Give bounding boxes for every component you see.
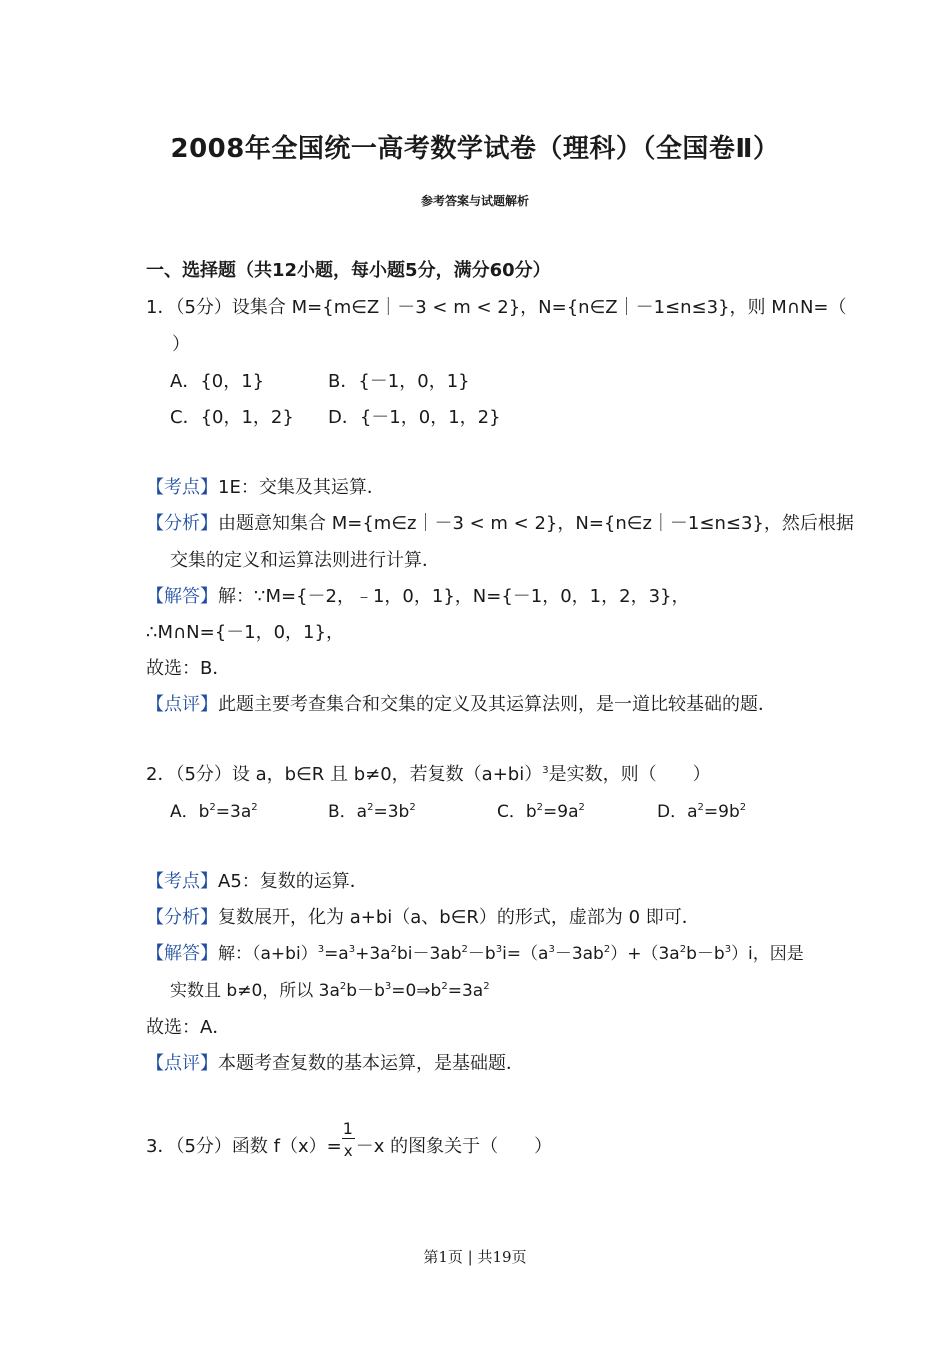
q2-kaodian — [146, 867, 368, 893]
q2-jieda-part: +3a — [355, 944, 391, 964]
q2-jieda — [146, 939, 804, 965]
q2-dianping — [146, 1049, 524, 1075]
opt-sup: 2 — [367, 802, 374, 813]
opt-text: D．a — [657, 802, 698, 822]
q2-jieda-cont-part: =0⇒b — [391, 981, 442, 1001]
sup: 3 — [495, 944, 503, 955]
q2-stem-sup: 3 — [542, 765, 549, 776]
sup: 3 — [317, 944, 325, 955]
q2-stem-a: 2．（5分）设 a，b∈R 且 b≠0，若复数（a+bi） — [146, 764, 543, 785]
q2-jieda-part: =a — [324, 944, 349, 964]
jieda-tag: 【解答】 — [146, 586, 218, 607]
q1-jieda-cont: ∴M∩N={－1，0，1}， — [146, 622, 344, 643]
q2-jieda-part: b－b — [686, 944, 725, 964]
opt-text: A．b — [170, 802, 210, 822]
q2-fenxi — [146, 903, 700, 929]
fraction-1-over-x — [342, 1119, 356, 1160]
opt-sup: 2 — [578, 802, 585, 813]
sup: 2 — [679, 944, 687, 955]
opt-text: B．a — [328, 802, 368, 822]
q2-stem-b: 是实数，则（ ） — [548, 764, 711, 785]
q2-jieda-cont-part: b－b — [346, 981, 385, 1001]
q2-jieda-part: ）+（3a — [610, 944, 680, 964]
q1-kaodian-text: 1E：交集及其运算． — [218, 477, 385, 498]
q1-fenxi — [146, 509, 854, 535]
sup: 3 — [548, 944, 555, 955]
opt-sup: 2 — [409, 802, 416, 813]
q1-dianping — [146, 690, 776, 716]
kaodian-tag: 【考点】 — [146, 871, 218, 892]
opt-text: C．b — [497, 802, 537, 822]
dianping-tag: 【点评】 — [146, 1053, 218, 1074]
sup: 2 — [603, 944, 611, 955]
page-subtitle: 参考答案与试题解析 — [420, 194, 529, 208]
dianping-tag: 【点评】 — [146, 694, 218, 715]
kaodian-tag: 【考点】 — [146, 477, 218, 498]
sup: 2 — [483, 981, 490, 992]
sup: 2 — [339, 981, 347, 992]
frac-numerator: 1 — [342, 1119, 353, 1138]
frac-denominator: x — [343, 1142, 353, 1160]
q3-stem-b: －x 的图象关于（ ） — [355, 1136, 553, 1157]
q2-jieda-part: ）i，因是 — [731, 944, 804, 964]
q2-option-d — [657, 797, 746, 822]
fenxi-tag: 【分析】 — [146, 513, 218, 534]
q2-option-a — [170, 797, 258, 822]
section-heading: 一、选择题（共12小题，每小题5分，满分60分） — [146, 260, 551, 281]
q2-jieda-part: 解：（a+bi） — [218, 944, 318, 964]
q1-dianping-text: 此题主要考查集合和交集的定义及其运算法则，是一道比较基础的题． — [218, 694, 776, 715]
sup: 3 — [348, 944, 356, 955]
q2-jieda-cont — [170, 976, 490, 1001]
q2-kaodian-text: A5：复数的运算． — [218, 871, 368, 892]
sup: 3 — [384, 981, 392, 992]
q1-fenxi-text: 由题意知集合 M={m∈z｜－3 < m < 2}，N={n∈z｜－1≤n≤3}，然后根据 — [218, 513, 854, 534]
q1-option-c: C．{0，1，2} — [170, 407, 294, 428]
q1-fenxi-cont: 交集的定义和运算法则进行计算． — [170, 550, 440, 571]
q1-stem-cont: ） — [172, 334, 190, 355]
q3-stem-a: 3．（5分）函数 f（x）= — [146, 1136, 342, 1157]
sup: 2 — [390, 944, 397, 955]
q1-jieda — [146, 582, 690, 608]
q2-jieda-part: －b — [467, 944, 496, 964]
q1-option-d: D．{－1，0，1，2} — [328, 407, 501, 428]
q1-stem: 1．（5分）设集合 M={m∈Z｜－3 < m < 2}，N={n∈Z｜－1≤n≤3}，则 M∩N=（ — [146, 297, 847, 318]
q1-kaodian — [146, 473, 385, 499]
q2-jieda-part: bi－3ab — [396, 944, 462, 964]
opt-sup: 2 — [697, 802, 704, 813]
q1-option-a: A．{0，1} — [170, 371, 265, 392]
q1-answer: 故选：B． — [146, 658, 231, 679]
q2-jieda-part: i=（a — [502, 944, 549, 964]
fenxi-tag: 【分析】 — [146, 907, 218, 928]
jieda-tag: 【解答】 — [146, 943, 218, 964]
q2-jieda-cont-part: =3a — [447, 981, 484, 1001]
q1-option-b: B．{－1，0，1} — [328, 371, 470, 392]
opt-sup: 2 — [251, 802, 258, 813]
opt-text: =9a — [543, 802, 579, 822]
q2-stem — [146, 760, 711, 786]
opt-sup: 2 — [739, 802, 747, 813]
opt-sup: 2 — [536, 802, 544, 813]
q2-jieda-part: －3ab — [554, 944, 604, 964]
q2-option-c — [497, 797, 585, 822]
page-title: 2008年全国统一高考数学试卷（理科）（全国卷Ⅱ） — [170, 134, 780, 164]
q3-stem — [146, 1119, 553, 1160]
frac-bar — [342, 1138, 355, 1139]
q1-jieda-text: 解：∵M={－2，﹣1，0，1}，N={－1，0，1，2，3}， — [218, 586, 690, 607]
q2-answer: 故选：A． — [146, 1017, 231, 1038]
opt-text: =9b — [703, 802, 740, 822]
opt-text: =3b — [373, 802, 410, 822]
page-footer: 第1页 | 共19页 — [423, 1248, 527, 1266]
sup: 2 — [461, 944, 468, 955]
q2-jieda-cont-part: 实数且 b≠0，所以 3a — [170, 981, 340, 1001]
opt-text: =3a — [215, 802, 252, 822]
sup: 2 — [441, 981, 448, 992]
q2-fenxi-text: 复数展开，化为 a+bi（a、b∈R）的形式，虚部为 0 即可． — [218, 907, 700, 928]
opt-sup: 2 — [209, 802, 216, 813]
q2-dianping-text: 本题考查复数的基本运算，是基础题． — [218, 1053, 524, 1074]
sup: 3 — [724, 944, 732, 955]
q2-option-b — [328, 797, 416, 822]
